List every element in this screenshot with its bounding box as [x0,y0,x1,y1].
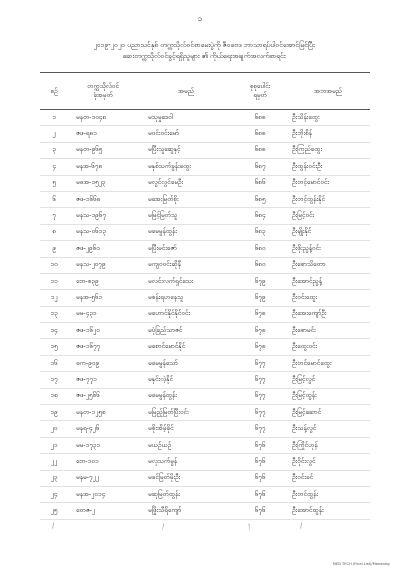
cell-father-name: ဦးတင့်မောင်ဝင်း [286,175,370,191]
table-row [40,306,370,322]
cell-name: မဟောင်နိုင်နိုင်ဝင်း [138,306,234,322]
cell-name: မလင်းလက်ရှင်သေး [138,273,234,289]
cell-serial-no: ၁၉ [40,405,68,421]
table-row [40,339,370,355]
cell-name: မနှစ်သက်ခွန်းထွေး [138,159,234,175]
cell-father-name: ဦးဘိုးစိန် [286,126,370,142]
table-row [40,224,370,240]
header-name: အမည် [138,73,234,110]
cell-serial-no: ၁ [40,110,68,126]
cell-serial-no: ၂၁ [40,437,68,453]
cell-total-marks: ၆၈၇ [234,159,286,175]
cell-serial-no: ၁၇ [40,372,68,388]
cell-total-marks: ၆၈၀ [234,241,286,257]
cell-serial-no: ၄ [40,159,68,175]
cell-father-name: ဦးအောင်ညွန့် [286,273,370,289]
header-roll-number-line-1: တက္ကသိုလ်ဝင် [87,82,119,90]
table-row [40,454,370,470]
table-row [40,421,370,437]
cell-roll-number: မဓအ-၁၅၂၃ [68,175,138,191]
cell-father-name: ဦးမျိုးနိုင် [286,224,370,240]
document-title-line-1: ၂၀၁၉-၂၀၂၀ ပညာသင်နှစ် တက္ကသိုလ်ဝင်စာမေးပွဲကို ဇီဝဗေဒ ဘာသာရပ်ပါဝင်အောင်မြင်ပြီး [93,41,315,49]
cell-roll-number: တေဇ-၂ [68,503,138,519]
cell-serial-no: ၂၃ [40,470,68,486]
cell-total-marks: ၆၇၈ [234,306,286,322]
signature-mark-1: / [51,521,55,531]
cell-roll-number: မနအ-၅၆၁ [68,290,138,306]
table-row [40,191,370,207]
cell-roll-number: ဇဖ-၁၆၂၀ [68,323,138,339]
cell-total-marks: ၆၈၈ [234,142,286,158]
table-header-row [40,73,370,110]
cell-total-marks: ၆၇၈ [234,339,286,355]
cell-serial-no: ၁၀ [40,257,68,273]
cell-serial-no: ၁၅ [40,339,68,355]
cell-name: မကျဝဝင်းဆိုနီ [138,257,234,273]
cell-name: မစောင်မောင်နိုင် [138,339,234,355]
cell-name: မအေးမြတ်စိုး [138,191,234,207]
header-serial-no: စဉ် [40,73,68,110]
cell-father-name: ဦးမြင့်ထွန်း [286,388,370,404]
cell-total-marks: ၆၈၀ [234,257,286,273]
cell-serial-no: ၁၂ [40,290,68,306]
cell-total-marks: ၆၈၅ [234,191,286,207]
cell-name: မလှသက်မွန် [138,454,234,470]
cell-total-marks: ၆၈၈ [234,126,286,142]
cell-name: မသုမှုဒေဝါ [138,110,234,126]
cell-serial-no: ၂ [40,126,68,142]
table-row [40,470,370,486]
table-row [40,126,370,142]
header-roll-number-line-2: ခုံအမှတ် [93,91,113,99]
footer-note: MED TECH (Final List)/Mandalay [332,562,390,566]
cell-serial-no: ၉ [40,241,68,257]
table-row [40,503,370,519]
cell-roll-number: ဇဖ-၁၆၆၈ [68,191,138,207]
cell-serial-no: ၂၀ [40,421,68,437]
cell-father-name: ဦးဖိုးညွန့်ဝင်း [286,241,370,257]
cell-father-name: ဦးအောင်ထွန်း [286,503,370,519]
cell-roll-number: ဇဖ-ရ၈၁ [68,126,138,142]
cell-total-marks: ၆၈၄ [234,208,286,224]
table-row [40,208,370,224]
cell-roll-number: ဇဖ-၂၅၆၆ [68,388,138,404]
cell-total-marks: ၆၇၈ [234,323,286,339]
cell-father-name: ဦးတင်ထွန်း [286,486,370,502]
cell-serial-no: ၂၄ [40,486,68,502]
cell-roll-number: ဘေ-စ၃၉ [68,273,138,289]
cell-total-marks: ၆၇၇ [234,421,286,437]
results-table [40,72,370,520]
cell-father-name: ဦးမြင့်လွင် [286,372,370,388]
cell-roll-number: မနတ-၁၀၄၈ [68,110,138,126]
table-row [40,372,370,388]
cell-father-name: ဦးသန့်လွင် [286,421,370,437]
cell-father-name: ဦးမြင့်ဆောင် [286,405,370,421]
cell-father-name: ဦးတင့်ထွန်းနိုင် [286,191,370,207]
cell-serial-no: ၅ [40,175,68,191]
cell-roll-number: ဇဖ-၂၉၆၀ [68,241,138,257]
cell-name: မဝင်းဝင်းမော် [138,126,234,142]
header-total-marks-line-1: စုစုပေါင်း [249,82,271,90]
cell-name: မဖြိုးသီရိကျော် [138,503,234,519]
cell-name: မပုံခြည်သာဇင် [138,323,234,339]
cell-name: မနှင်းလဲ့နိုင် [138,372,234,388]
cell-serial-no: ၇ [40,208,68,224]
table-row [40,142,370,158]
cell-total-marks: ၆၇၆ [234,503,286,519]
table-row [40,159,370,175]
cell-roll-number: မနသ-၀၆၁၃ [68,224,138,240]
table-row [40,241,370,257]
cell-roll-number: မနအ-၂၀၁၄ [68,486,138,502]
cell-roll-number: ဘေ-၁၀၁ [68,454,138,470]
signature-mark-2: 〳 [159,522,168,532]
cell-total-marks: ၆၈၃ [234,224,286,240]
cell-total-marks: ၆၇၇ [234,405,286,421]
header-roll-number [68,73,138,110]
table-row [40,437,370,453]
cell-total-marks: ၆၇၆ [234,470,286,486]
cell-roll-number: မနတ-၉၆၅ [68,142,138,158]
cell-father-name: ဦးဝင်းထွေး [286,290,370,306]
cell-roll-number: မနရ-၄၂၆ [68,421,138,437]
cell-name: မပြီးမင်းဇော် [138,241,234,257]
cell-name: မခင်မြတ်မိုးဦး [138,470,234,486]
header-father-name: အဘအမည် [286,73,370,110]
cell-serial-no: ၁၈ [40,388,68,404]
cell-serial-no: ၂၅ [40,503,68,519]
table-row [40,110,370,126]
signature-mark-4: / [299,521,303,531]
cell-father-name: ဦးထွေးဝင်း [286,339,370,355]
cell-roll-number: မနတ-၁၂၅၈ [68,405,138,421]
cell-roll-number: မနသ-၁၉၆၇ [68,208,138,224]
cell-father-name: ဦးကြိုင်ဟုန် [286,437,370,453]
table-row [40,388,370,404]
header-total-marks-line-2: ရမှတ် [253,91,267,99]
cell-serial-no: ၁၄ [40,323,68,339]
cell-serial-no: ၃ [40,142,68,158]
header-total-marks [234,73,286,110]
cell-serial-no: ၁၁ [40,273,68,289]
cell-name: မပြီးသူဆွေနှင့် [138,142,234,158]
page-number: ၁ [197,14,203,23]
cell-roll-number: မမ-၄၃၁ [68,306,138,322]
signature-mark-3: 〳 [244,521,255,533]
cell-roll-number: မနမ-၇၂၂ [68,470,138,486]
cell-name: မယဉ်ယဉ် [138,437,234,453]
table-row [40,323,370,339]
cell-name: မမေမွန်ထွန်း [138,388,234,404]
cell-total-marks: ၆၇၇ [234,355,286,371]
cell-total-marks: ၆၇၆ [234,437,286,453]
cell-total-marks: ၆၈၈ [234,110,286,126]
cell-name: မစန်းရဟနေသူ [138,290,234,306]
cell-serial-no: ၁၆ [40,355,68,371]
cell-name: မမြည့်မြတ်ပြီးဝင်း [138,405,234,421]
document-title-line-2: ဆေးတက္ကသိုလ်ဝင်ခွင့်ရရှိသူများ ၏ ကိုယ်ရေးအချက်အလက်စာရင်း [122,52,286,60]
cell-father-name: ဦးတင်မောင်ထွေး [286,355,370,371]
cell-total-marks: ၆၇၇ [234,372,286,388]
cell-roll-number: မနသ-၂၀၇၉ [68,257,138,273]
cell-roll-number: ဓက-၉၀၉ [68,355,138,371]
cell-father-name: ဦးမြင့်ဝင်း [286,208,370,224]
cell-name: မမေမွန်သော် [138,355,234,371]
table-row [40,273,370,289]
table-body [40,110,370,520]
cell-father-name: ဦးဝိုင်းလွင် [286,454,370,470]
cell-roll-number: မနအ-၆၇၈ [68,159,138,175]
table-row [40,175,370,191]
cell-father-name: ဦးစောသိတော [286,257,370,273]
cell-name: မမေမွန်ထွန်း [138,224,234,240]
cell-roll-number: မမ-၁၇၃၁ [68,437,138,453]
cell-total-marks: ၆၇၆ [234,486,286,502]
cell-father-name: ဦးသိန်းထွေး [286,110,370,126]
cell-father-name: ဦးအေးကျော်ဦး [286,306,370,322]
cell-total-marks: ၆၈၆ [234,175,286,191]
cell-total-marks: ၆၇၉ [234,290,286,306]
table-row [40,257,370,273]
cell-serial-no: ၂၂ [40,454,68,470]
cell-father-name: ဦးကြည်ထွေး [286,142,370,158]
table-row [40,405,370,421]
cell-name: မဆုမြတ်ထွန်း [138,486,234,502]
cell-total-marks: ၆၇၆ [234,454,286,470]
table-row [40,290,370,306]
cell-serial-no: ၁၃ [40,306,68,322]
table-row [40,486,370,502]
cell-name: မလွင်လွင်မေဦး [138,175,234,191]
cell-father-name: ဦးစောမင်း [286,323,370,339]
cell-total-marks: ၆၇၇ [234,388,286,404]
cell-father-name: ဦးထွန်းဝင်းဦး [286,159,370,175]
cell-roll-number: ဇဖ-၁၆၇၇ [68,339,138,355]
table-row [40,355,370,371]
cell-roll-number: ဇဖ-၇၇၁ [68,372,138,388]
cell-father-name: ဦးဝင်းခင် [286,470,370,486]
cell-name: မမြင့်မြတ်သူ [138,208,234,224]
cell-serial-no: ၈ [40,224,68,240]
cell-serial-no: ၆ [40,191,68,207]
cell-name: မစိုးအိမ့်ခိုင် [138,421,234,437]
cell-total-marks: ၆၇၉ [234,273,286,289]
